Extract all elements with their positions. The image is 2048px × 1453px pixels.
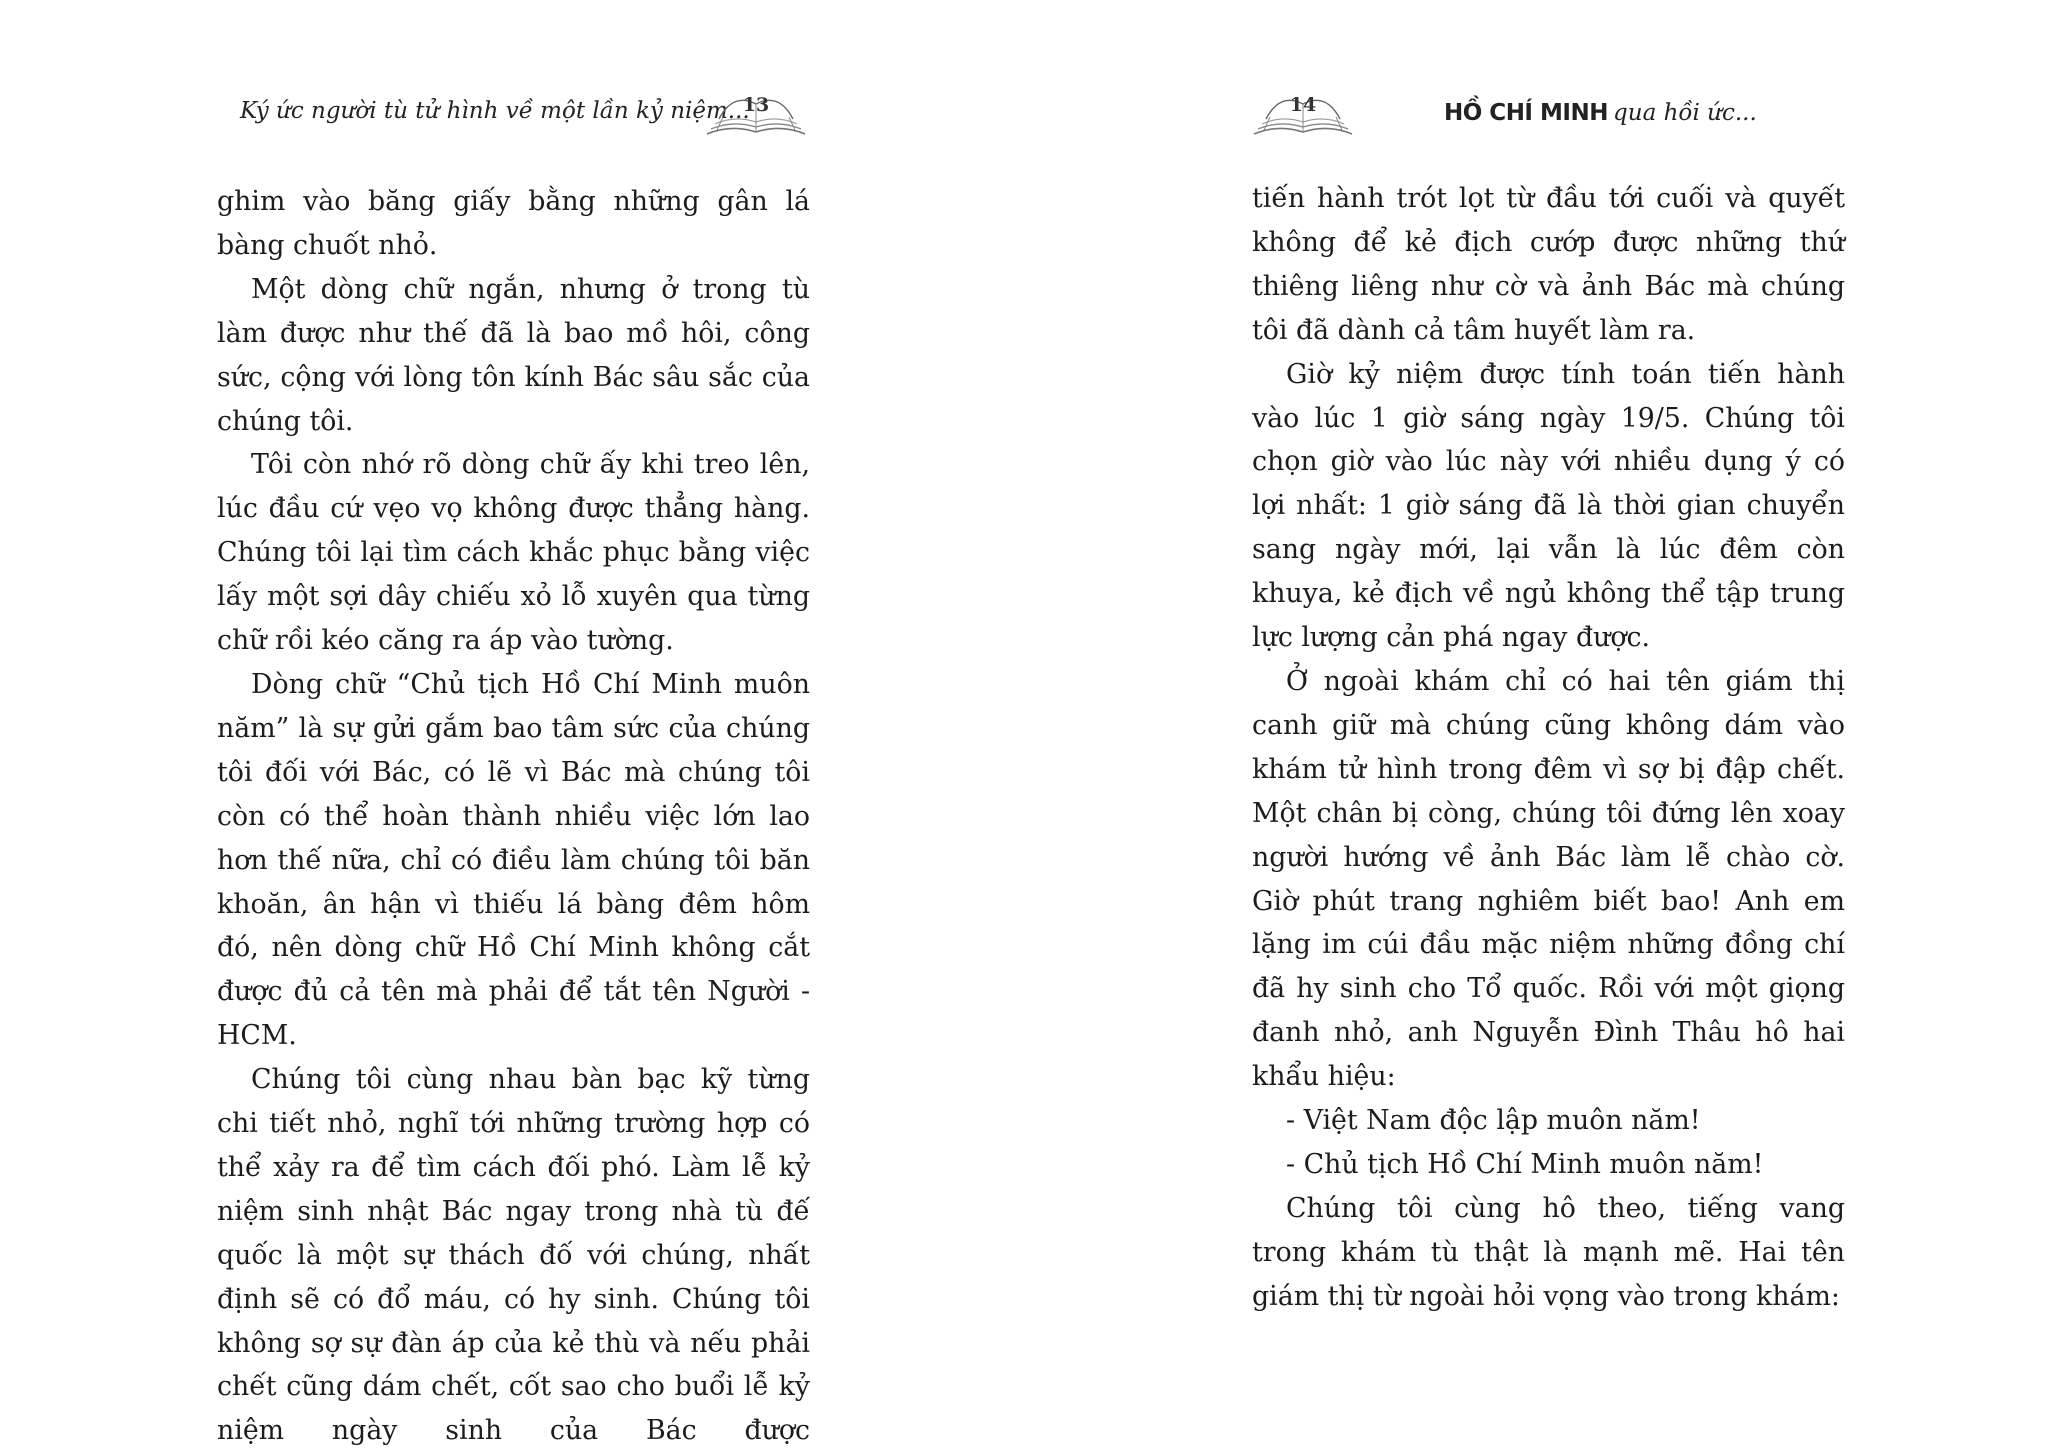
running-head-title: HỒ CHÍ MINH	[1444, 100, 1608, 126]
running-head-right	[1444, 100, 1757, 126]
paragraph: Tôi còn nhớ rõ dòng chữ ấy khi treo lên, lúc đầu cứ vẹo vọ không được thẳng hàng. Chúng tôi lại tìm cách khắc phục bằng việc lấy một sợi dây chiếu xỏ lỗ xuyên qua từng chữ rồi kéo căng ra áp vào tường.	[217, 449, 810, 657]
open-book-icon	[1250, 86, 1356, 138]
paragraph: tiến hành trót lọt từ đầu tới cuối và quyết không để kẻ địch cướp được những thứ thiêng liêng như cờ và ảnh Bác mà chúng tôi đã dành cả tâm huyết làm ra.	[1252, 183, 1845, 346]
page-number-right: 14	[1289, 94, 1317, 116]
slogan-line: - Chủ tịch Hồ Chí Minh muôn năm!	[1286, 1148, 1764, 1180]
paragraph: Chúng tôi cùng nhau bàn bạc kỹ từng chi tiết nhỏ, nghĩ tới những trường hợp có thể xảy ra để tìm cách đối phó. Làm lễ kỷ niệm sinh nhật Bác ngay trong nhà tù đế quốc là một sự thách đố với chúng, nhất định sẽ có đổ máu, có hy sinh. Chúng tôi không sợ sự đàn áp của kẻ thù và nếu phải chết cũng dám chết, cốt sao cho buổi lễ kỷ niệm ngày sinh của Bác được	[217, 1064, 810, 1447]
open-book-icon	[703, 86, 809, 138]
paragraph: Một dòng chữ ngắn, nhưng ở trong tù làm được như thế đã là bao mồ hôi, công sức, cộng với lòng tôn kính Bác sâu sắc của chúng tôi.	[217, 273, 810, 437]
page-number-left: 13	[742, 94, 770, 116]
paragraph: Chúng tôi cùng hô theo, tiếng vang trong khám tù thật là mạnh mẽ. Hai tên giám thị từ ngoài hỏi vọng vào trong khám:	[1252, 1192, 1845, 1312]
paragraph: ghim vào băng giấy bằng những gân lá bàng chuốt nhỏ.	[217, 186, 810, 261]
slogan-line: - Việt Nam độc lập muôn năm!	[1286, 1105, 1701, 1137]
paragraph: Dòng chữ “Chủ tịch Hồ Chí Minh muôn năm” là sự gửi gắm bao tâm sức của chúng tôi đối với Bác, có lẽ vì Bác mà chúng tôi còn có thể hoàn thành nhiều việc lớn lao hơn thế nữa, chỉ có điều làm chúng tôi băn khoăn, ân hận vì thiếu lá bàng đêm hôm đó, nên dòng chữ Hồ Chí Minh không cắt được đủ cả tên mà phải để tắt tên Người - HCM.	[217, 668, 810, 1052]
running-head-left: Ký ức người tù tử hình về một lần kỷ niệm...	[240, 98, 750, 124]
left-page	[0, 0, 1024, 1448]
running-head-subtitle: qua hồi ức...	[1613, 100, 1757, 126]
right-page	[1024, 0, 2048, 1448]
left-page-body	[217, 180, 810, 1453]
right-page-body	[1252, 177, 1845, 1319]
paragraph: Ở ngoài khám chỉ có hai tên giám thị canh giữ mà chúng cũng không dám vào khám tử hình trong đêm vì sợ bị đập chết. Một chân bị còng, chúng tôi đứng lên xoay người hướng về ảnh Bác làm lễ chào cờ. Giờ phút trang nghiêm biết bao! Anh em lặng im cúi đầu mặc niệm những đồng chí đã hy sinh cho Tổ quốc. Rồi với một giọng đanh nhỏ, anh Nguyễn Đình Thâu hô hai khẩu hiệu:	[1252, 665, 1845, 1093]
paragraph: Giờ kỷ niệm được tính toán tiến hành vào lúc 1 giờ sáng ngày 19/5. Chúng tôi chọn giờ vào lúc này với nhiều dụng ý có lợi nhất: 1 giờ sáng đã là thời gian chuyển sang ngày mới, lại vẫn là lúc đêm còn khuya, kẻ địch về ngủ không thể tập trung lực lượng cản phá ngay được.	[1252, 358, 1845, 654]
